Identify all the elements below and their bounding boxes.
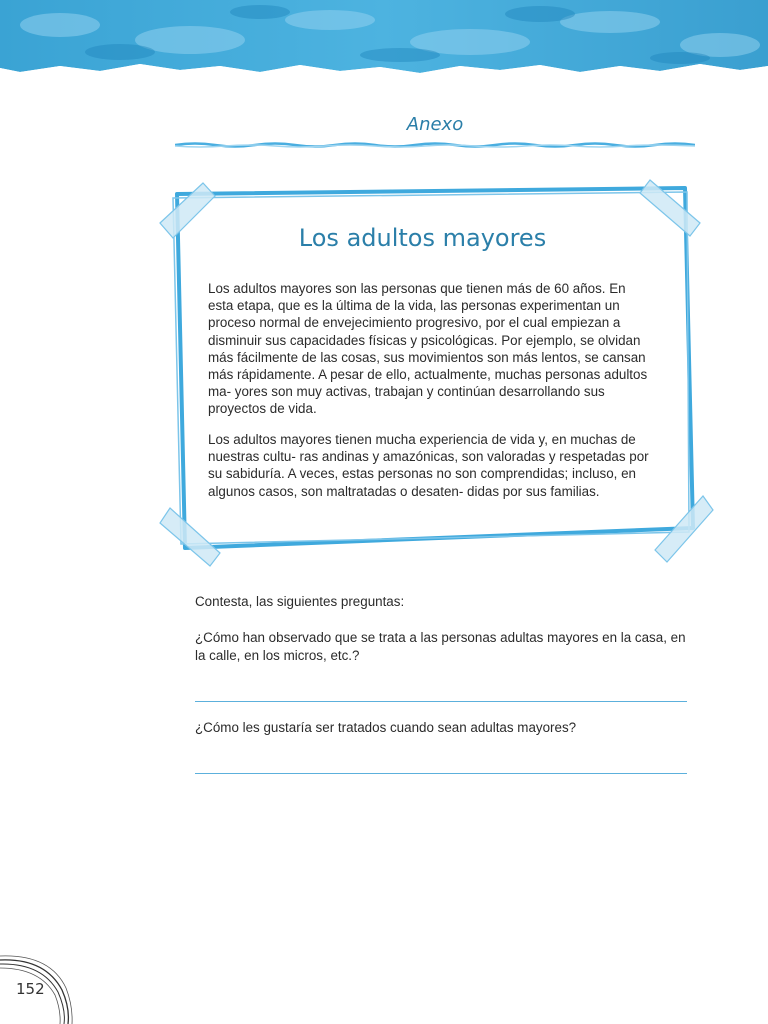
- watercolor-banner: [0, 0, 768, 85]
- section-divider: [175, 141, 695, 149]
- question-1: ¿Cómo han observado que se trata a las personas adultas mayores en la casa, en la calle, en los micros, etc.?: [195, 630, 686, 663]
- activity-instruction: Contesta, las siguientes preguntas:: [195, 594, 405, 609]
- question-2: ¿Cómo les gustaría ser tratados cuando sean adultas mayores?: [195, 720, 577, 735]
- page-number: 152: [16, 980, 45, 998]
- tape-top-left: [160, 183, 215, 238]
- reading-paragraph-1: Los adultos mayores son las personas que tienen más de 60 años. En esta etapa, que es la última de la vida, las personas experimentan un proceso normal de envejecimiento progresivo, por el cual empiezan a disminuir sus capacidades físicas y psicológicas. Por ejemplo, se olvidan más fácilmente de las cosas, sus movimientos son más lentos, se cansan más rápidamente. A pesar de ello, actualmente, muchas personas adultos ma- yores son muy activas, trabajan y continúan desarrollando sus proyectos de vida.: [208, 281, 648, 417]
- reading-title: Los adultos mayores: [298, 224, 547, 252]
- reading-paragraph-2: Los adultos mayores tienen mucha experiencia de vida y, en muchas de nuestras cultu- ras andinas y amazónicas, son valoradas y respetadas por su sabiduría. A veces, estas personas no son comprendidas; incluso, en algunos casos, son maltratadas o desaten- didas por sus familias.: [208, 432, 649, 499]
- answer-line-2[interactable]: [195, 773, 687, 774]
- tape-bottom-left: [160, 508, 220, 566]
- section-title: Anexo: [406, 114, 464, 135]
- answer-line-1[interactable]: [195, 701, 687, 702]
